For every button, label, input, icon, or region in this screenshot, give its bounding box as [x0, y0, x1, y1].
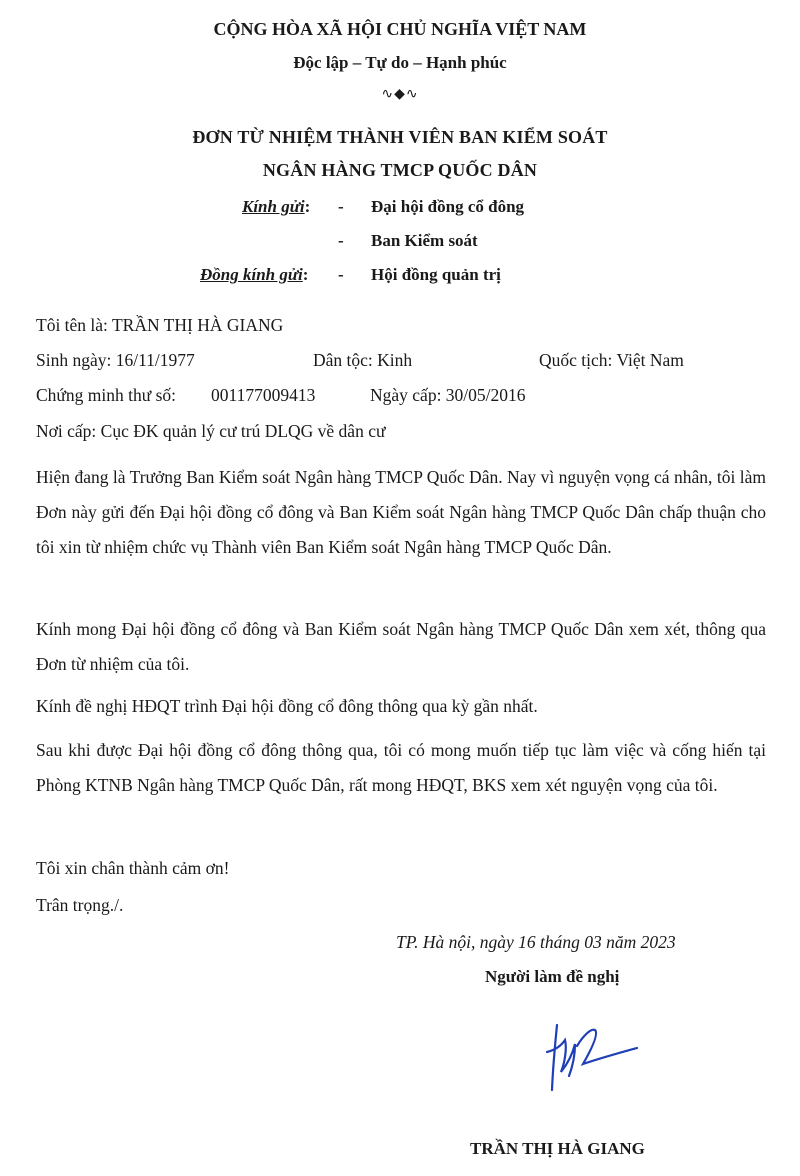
date-of-birth: Sinh ngày: 16/11/1977 [36, 350, 195, 370]
id-label: Chứng minh thư số: [36, 385, 177, 405]
ethnicity: Dân tộc: Kinh [313, 350, 413, 370]
recipient-label: Kính gửi: [242, 197, 311, 216]
recipient-2: Ban Kiểm soát [371, 231, 478, 250]
id-number: 001177009413 [211, 385, 316, 405]
paragraph-proposal: Kính đề nghị HĐQT trình Đại hội đồng cổ đông thông qua kỳ gần nhất. [36, 696, 538, 716]
paragraph-request: Hiện đang là Trưởng Ban Kiểm soát Ngân hàng TMCP Quốc Dân. Nay vì nguyện vọng cá nhân, tôi làm Đơn này gửi đến Đại hội đồng cổ đông và Ban Kiểm soát Ngân hàng TMCP Quốc Dân chấp thuận cho tôi xin từ nhiệm chức vụ Thành viên Ban Kiểm soát Ngân hàng TMCP Quốc Dân. [36, 467, 766, 557]
signer-role: Người làm đề nghị [485, 967, 620, 986]
issue-date: Ngày cấp: 30/05/2016 [370, 385, 526, 405]
signer-name: TRẦN THỊ HÀ GIANG [470, 1139, 645, 1158]
cc-dash: - [338, 265, 344, 284]
thanks-line: Tôi xin chân thành cảm ơn! [36, 858, 230, 878]
paragraph-wish: Sau khi được Đại hội đồng cổ đông thông qua, tôi có mong muốn tiếp tục làm việc và cống hiến tại Phòng KTNB Ngân hàng TMCP Quốc Dân, rất mong HĐQT, BKS xem xét nguyện vọng của tôi. [36, 740, 766, 795]
national-motto: Độc lập – Tự do – Hạnh phúc [293, 53, 507, 72]
cc-label: Đồng kính gửi: [200, 265, 309, 284]
recipient-dash-1: - [338, 197, 344, 216]
handwritten-signature [525, 1010, 675, 1100]
cc-recipient: Hội đồng quản trị [371, 265, 501, 284]
recipient-1: Đại hội đồng cổ đông [371, 197, 525, 216]
document-title: ĐƠN TỪ NHIỆM THÀNH VIÊN BAN KIỂM SOÁT [192, 127, 608, 147]
issue-place: Nơi cấp: Cục ĐK quản lý cư trú DLQG về dân cư [36, 421, 386, 441]
country-name: CỘNG HÒA XÃ HỘI CHỦ NGHĨA VIỆT NAM [213, 19, 587, 39]
place-and-date: TP. Hà nội, ngày 16 tháng 03 năm 2023 [396, 932, 676, 952]
document-subtitle: NGÂN HÀNG TMCP QUỐC DÂN [262, 160, 538, 180]
nationality: Quốc tịch: Việt Nam [539, 350, 684, 370]
applicant-name: Tôi tên là: TRẦN THỊ HÀ GIANG [36, 315, 284, 335]
paragraph-consideration: Kính mong Đại hội đồng cổ đông và Ban Kiểm soát Ngân hàng TMCP Quốc Dân xem xét, thông qua Đơn từ nhiệm của tôi. [36, 619, 766, 674]
recipient-dash-2: - [338, 231, 344, 250]
regards-line: Trân trọng./. [36, 895, 124, 915]
ornament-divider: ∿◆∿ [381, 87, 419, 102]
